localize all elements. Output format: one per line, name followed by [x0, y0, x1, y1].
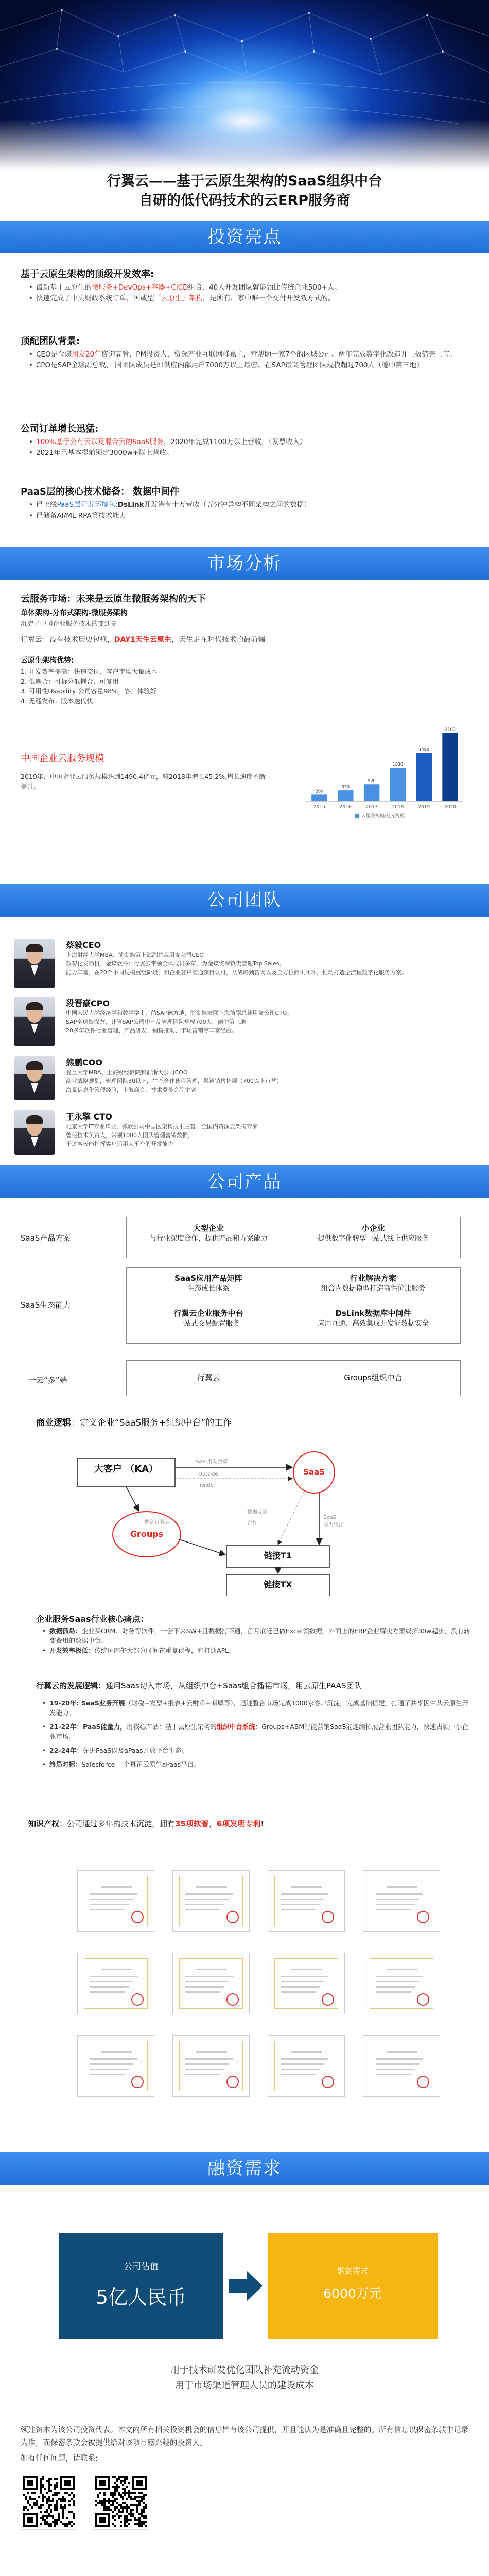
chart-bar	[311, 794, 327, 801]
certificate-image	[363, 1953, 440, 2014]
qr-code	[21, 2473, 77, 2530]
chart-tick-label: 2020	[444, 805, 457, 810]
team-member-card	[14, 1110, 478, 1157]
market-advantage-item: 1. 开发效率提高：快速交付、客户市场大量成本	[21, 668, 158, 675]
market-claim: 行翼云：没有技术历史包袱，DAY1天生云原生，天生走在时代技术的最前端	[21, 636, 265, 644]
certificate-image	[363, 2035, 440, 2097]
team-member-desc: 复旦大学MBA、上海财经商院和前浙大公司COO	[66, 1069, 188, 1076]
invest-item: • 2021年已基本提前锁定3000w+以上营收。	[27, 448, 469, 459]
invest-heading-efficiency: 基于云原生架构的顶级开发效率:	[21, 269, 154, 280]
team-member-name: 王永擎 CTO	[66, 1112, 112, 1122]
diagram-label-saas: SaaS	[303, 1467, 325, 1477]
diagram-edge-label: 整合行翼云	[144, 1520, 170, 1526]
chart-bar	[338, 790, 354, 801]
disclaimer: 领建资本为该公司投资代表。本文内所有相关投资机会的信息皆有该公司提供，开且能认为是准确且完整的。所有信息以保密条款中记录为准，而保密条款会被提供给对该项目感兴趣的投资人。	[21, 2426, 468, 2447]
invest-list-efficiency	[27, 282, 469, 304]
diagram-label-link-tx: 链接TX	[264, 1580, 292, 1589]
market-advantage-item: 3. 可用性Usability 公司容量98%，客户体验好	[21, 687, 157, 695]
diagram-edge-label: 能力输出	[323, 1522, 344, 1528]
valuation-box	[59, 2233, 223, 2339]
section-header-invest: 投资亮点	[0, 221, 489, 253]
invest-item: • CPO是SAP全球副总裁、 国团队成员是即供应内部用户7000万以上最密、在SAP最高管理团队规模超过700人（德中第三地）	[27, 360, 469, 371]
diagram-edge-label: SAP 用友金蝶	[196, 1459, 228, 1465]
chart-tick-label: 2017	[365, 805, 378, 810]
product-row-label: SaaS产品方案	[21, 1233, 71, 1243]
team-member-desc: 商业战略规划，管理团队30以上，生态合作伙伴管理，渠道销售拓展（700以上市营）	[66, 1078, 282, 1084]
market-arch-evolution: 单体架构-分布式架构-微服务架构	[21, 609, 128, 617]
team-member-desc: 20多年软件行业管理、产品研发、销售推动、市场营销等丰富经验。	[66, 1027, 237, 1034]
product-row-label: SaaS生态能力	[21, 1300, 71, 1310]
pain-points-list	[40, 1626, 473, 1655]
market-advantages-list	[21, 667, 278, 706]
chart-legend-label: 云服务规模/亿元规模	[361, 814, 405, 819]
chart-data-label: 1490	[418, 747, 429, 752]
team-member-card	[14, 1056, 478, 1103]
chart-data-label: 520	[368, 778, 376, 784]
chart-tick-label: 2018	[392, 805, 404, 810]
certificate-image	[268, 1870, 345, 1932]
product-cell: 行业解决方案 组合内数据模型打造高性价比服务	[321, 1274, 426, 1293]
diagram-label-ka: 大客户 （KA）	[94, 1464, 159, 1475]
diagram-label-groups: Groups	[130, 1529, 164, 1539]
market-advantages-heading: 云原生架构优势:	[21, 656, 74, 665]
page-subtitle: 自研的低代码技术的云ERP服务商	[138, 193, 351, 209]
invest-heading-orders: 公司订单增长迅猛:	[21, 423, 99, 434]
arrow-right-icon	[226, 2268, 265, 2304]
page-title: 行翼云——基于云原生架构的SaaS组织中台	[107, 173, 382, 189]
financing-need-box	[268, 2233, 438, 2339]
dev-logic-item: • 19-20年: SaaS业务开展（财税+发票+报表+云财币+商城等），迅速整合市场完成1000家客户沉淀，完成基础搭建，打通了共享因由从云原生开发能力。	[40, 1698, 473, 1718]
title-block	[0, 172, 489, 211]
team-member-photo	[14, 1056, 55, 1100]
chart-tick-label: 2015	[313, 805, 325, 810]
diagram-edge-label: SaaS	[323, 1515, 336, 1520]
team-member-photo	[14, 997, 55, 1046]
certificate-image	[172, 1870, 250, 1932]
market-advantage-item: 2. 低耦合：可拆分低耦合、可复用	[21, 677, 119, 685]
team-member-desc: 海量信息化管理经验，上海商会、技术委员会副主席	[66, 1087, 196, 1093]
hero-banner	[0, 0, 489, 170]
chart-title: 中国企业云服务规模	[21, 753, 104, 764]
market-arch-note: 沉淀了中国企业服务技术的变迁史	[21, 620, 117, 628]
diagram-edge-label: Outside	[198, 1471, 218, 1477]
chart-bar	[364, 784, 380, 801]
product-cell: 大型企业 与行业深度合作，提供产品和方案能力	[149, 1224, 268, 1243]
diagram-edge-label: 数据互通 合作	[247, 1510, 268, 1526]
ip-summary: 知识产权：公司通过多年的技术沉淀，拥有35项软著，6项发明专利!	[28, 1819, 264, 1828]
chart-data-label: 330	[341, 785, 350, 790]
dev-logic-heading: 行翼云的发展逻辑：通用Saas切入市场，从组织中台+Saas组合播裙市场，用云原生PAAS团队	[36, 1681, 362, 1690]
hero-fade	[0, 118, 489, 170]
pain-point-item: • 开发效率极低：传统国内午大部分时间在重复谈程，和打通APL。	[40, 1646, 473, 1655]
team-member-photo	[14, 1110, 55, 1155]
fund-use-2: 用于市场渠道管理人员的建设成本	[175, 2380, 314, 2391]
team-member-name: 段晋豪CPO	[66, 998, 110, 1008]
market-advantage-item: 4. 无缝发布：版本迭代快	[21, 697, 93, 705]
team-member-desc: 中国人民大学经济学和数学学士，前SAP德方地，前金蝶友联上海前副总裁用友公司CPO。	[66, 1010, 293, 1016]
chart-bar	[442, 733, 458, 801]
dev-logic-item: • 22-24年：先进PaaS以及aPaas开放平台生态。	[40, 1745, 473, 1755]
certificate-image	[268, 2035, 345, 2097]
dev-logic-item: • 终局对标：Salesforce 一个真正云原生aPaas平台。	[40, 1759, 473, 1769]
dev-logic-list	[40, 1698, 473, 1769]
team-member-desc: 上海财经大学MBA、前金蝶第上海副总裁用友公司CEO	[66, 952, 204, 958]
qr-code	[93, 2473, 149, 2530]
product-cell: DsLink数据库中间件 应用互通、高效集成开发能数据安全	[318, 1309, 429, 1328]
diagram-label-link-t1: 链接T1	[264, 1551, 292, 1561]
product-cell: 行翼云	[197, 1373, 220, 1382]
team-member-desc: 数智化发动机、金蝶软件：行翼云带领全体成员多年，为金蝶资深负责管理Top Sales。	[66, 960, 285, 967]
invest-list-team	[27, 349, 469, 371]
market-bar-chart	[299, 714, 468, 822]
invest-item: • CEO是金蝶用友20年咨询高管，PM投资人，资深产业互联网峰嘉主，营帮助一家7个的区域公司、两年完成数字化改造并上板借壳上市。	[27, 349, 469, 360]
certificate-image	[363, 1870, 440, 1932]
team-member-desc: 能力丰富，在20个不同规模重组阶段，和企业客户沟通获得认可，从战略到咨询以及全方位商机闭环，推动打造全流程数字化服务方案。	[66, 969, 407, 976]
section-header-financing: 融资需求	[0, 2152, 489, 2185]
certificate-image	[172, 2035, 250, 2097]
certificate-image	[77, 2035, 154, 2097]
chart-data-label: 1030	[392, 762, 404, 767]
financing-need-value: 6000万元	[323, 2286, 382, 2301]
product-cell: 行翼云企业服务中台 一站式交易配置服务	[173, 1309, 243, 1328]
team-member-desc: SAP全球资深营，计管SAP公司中产品管理团队规模700人，德中第三地	[66, 1019, 246, 1025]
financing-need-label: 融资需求	[337, 2266, 368, 2276]
team-member-name: 熊鹏COO	[66, 1058, 102, 1067]
contact-prompt: 如有任何问题，请联系:	[21, 2454, 98, 2463]
team-member-desc: 北京大学IT专业毕业，微软公司中国区架构技术主管、全国内资深云架构专家	[66, 1123, 258, 1130]
pain-points-heading: 企业服务Saas行业核心痛点：	[36, 1614, 149, 1624]
diagram-edge-label: Inside	[198, 1483, 214, 1488]
team-member-card	[14, 997, 478, 1048]
chart-tick-label: 2019	[418, 805, 430, 810]
invest-item: • 100%基于公有云以及混合云的SaaS服务，2020年完成1100万以上营收，（发票收入）	[27, 437, 469, 448]
product-cell: 小企业 提供数字化转型一站式线上供应服务	[318, 1224, 429, 1243]
certificate-image	[172, 1953, 250, 2014]
invest-item: • 最新基于云原生的微服务+DevOps+容器+CICD组合，40人开发团队就能领比传统企业500+人。	[27, 282, 469, 293]
certificate-image	[77, 1953, 154, 2014]
valuation-label: 公司估值	[124, 2262, 159, 2272]
invest-list-orders	[27, 437, 469, 459]
dev-logic-item: • 21-22年：PaaS能量力，用核心产品：基于云原生架构的组织中台系统：Groups+ABM智能营销SaaS能连续拓展营业团队能力，快速占领中小企业市场。	[40, 1722, 473, 1741]
invest-heading-paas: PaaS层的核心技术储备： 数据中间件	[21, 486, 180, 497]
biz-logic-title: 商业逻辑：定义企业“SaaS服务+组织中台”的工作	[36, 1418, 232, 1428]
chart-bar	[416, 753, 432, 801]
section-header-market: 市场分析	[0, 547, 489, 580]
valuation-value: 5亿人民币	[95, 2286, 187, 2309]
chart-legend-swatch	[355, 814, 359, 818]
section-header-team: 公司团队	[0, 884, 489, 917]
team-member-card	[14, 939, 478, 990]
invest-item: • 快速完成了中央财政系统订单，国或型「云原生」架构，是所有厂家中唯一个交付开发效方式的。	[27, 293, 469, 304]
certificate-image	[268, 1953, 345, 2014]
chart-bar	[390, 768, 406, 801]
section-header-product: 公司产品	[0, 1165, 489, 1198]
invest-list-paas	[27, 500, 469, 521]
team-member-name: 蔡毅CEO	[66, 940, 101, 950]
product-cell: Groups组织中台	[344, 1373, 403, 1382]
market-heading: 云服务市场：未来是云原生微服务架构的天下	[21, 594, 206, 604]
chart-data-label: 2100	[445, 727, 456, 732]
chart-note: 2019年、中国企业云服务规模达到1490.4亿元，较2018年增长45.2%,增长速度不断提升。	[21, 773, 266, 790]
team-member-photo	[14, 939, 55, 988]
fund-use-1: 用于技术研发优化团队补充流动资金	[170, 2365, 319, 2376]
team-member-desc: 于过客云能指挥客户运用大平台的开发能力	[66, 1141, 173, 1147]
product-row-label: 一云“多”端	[28, 1376, 67, 1385]
product-cell: SaaS应用产品矩阵 生态成长体系	[174, 1274, 242, 1293]
certificate-image	[77, 1870, 154, 1932]
invest-item: • 已上线PaaS层开发环境包:DsLink开发港有十万营收（五分钟异构不同架构之间的数据）	[27, 500, 469, 511]
invest-item: • 已储备AI/ML RPA等技术能力	[27, 511, 469, 521]
invest-heading-team: 顶配团队背景:	[21, 336, 80, 347]
team-member-desc: 曾任技术负责人，带领1000人团队管理营销数据，	[66, 1132, 194, 1139]
chart-data-label: 200	[315, 789, 324, 794]
pain-point-item: • 数据孤岛：企业买CRM、财务等软件，一套下来SW+且数据打不通，首月底还已做Excel领数据，外面上的ERP企业解决方案或拓30w起步，没有转变费用的数据中台。	[40, 1626, 473, 1646]
chart-tick-label: 2016	[339, 805, 352, 810]
